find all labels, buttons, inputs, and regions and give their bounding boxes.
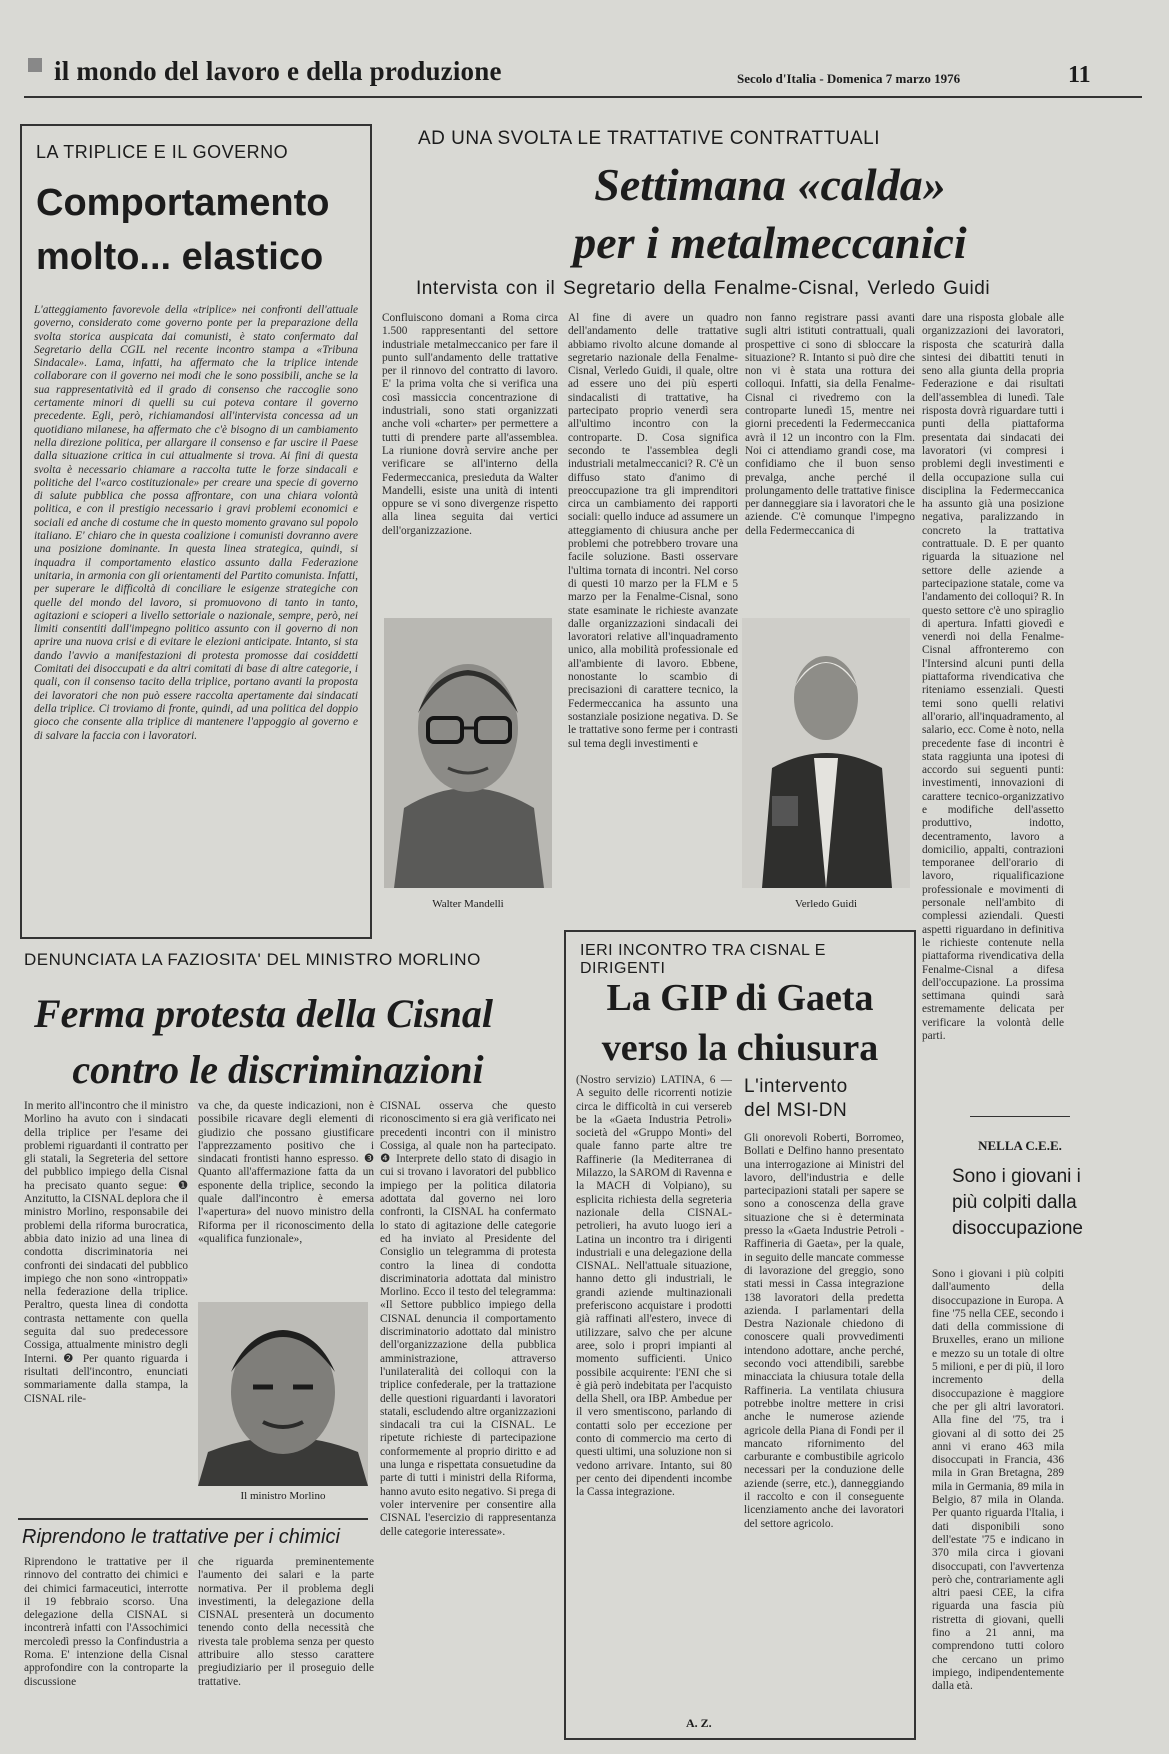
metal-subheadline: Intervista con il Segretario della Fenalme-Cisnal, Verledo Guidi xyxy=(416,278,991,299)
gaeta-headline-1: La GIP di Gaeta xyxy=(606,977,874,1019)
portrait-mandelli-illustration xyxy=(384,618,552,888)
gaeta-column-1: (Nostro servizio) LATINA, 6 — A seguito delle ricorrenti notizie circa le difficoltà in cui versereb be la «Gaeta Industria Petroli» società del «Gruppo Monti» del quale fanno parte altre tre Raffinerie (la Mediterranea di Milazzo, la SAROM di Ravenna e la MACH di Volpiano), su esplicita richiesta della segreteria nazionale della CISNAL-petrolieri, ha avuto luogo ieri a Latina un incontro tra i dirigenti industriali e una delegazione della CISNAL. Nell'attuale situazione, hanno detto gli industriali, le grandi aziende multinazionali preferiscono acquistare i prodotti già raffinati all'estero, invece di utilizzare, salvo che per alcune aree, solo i propri impianti al momento sufficienti. Unico possibile acquirente: l'ENI che si è già però indebitata per l'acquisto della Shell, ora IBP. Ambedue per il vero smentiscono, parlando di contatti solo per eccezione per conto di commercio ma certo di questi ultimi, una soluzione non si vedono arrivare. Intanto, sui 80 per cento dei dipendenti incombe la Cassa integrazione. xyxy=(576,1074,732,1499)
caption-verledo-guidi: Verledo Guidi xyxy=(794,898,857,910)
gaeta-column-2: Gli onorevoli Roberti, Borromeo, Bollati e Delfino hanno presentato una interrogazione ai Ministri del lavoro, dell'industria e delle partecipazioni statali per sapere se sono a conoscenza della grave situazione che si è determinata presso la «Gaeta Industrie Petroli - Raffineria di Gaeta», per la quale, in seguito delle mancate commesse di lavorazione del greggio, sono stati messi in Cassa integrazione 138 lavoratori della predetta azienda. I parlamentari della Destra Nazionale chiedono di conoscere quali provvedimenti intendono adottare, anche perché, secondo voci attendibili, sarebbe minacciata la chiusura totale della Raffineria. La ventilata chiusura potrebbe inoltre mettere in crisi anche le numerose aziende agricole della Piana di Fondi per il mancato rifornimento del carburante e combustibile agricolo necessari per la conduzione delle aziende (serre, etc.), danneggiando il raccolto e con il conseguente licenziamento anche dei lavoratori del settore agricolo. xyxy=(744,1132,904,1530)
header-rule xyxy=(24,96,1142,98)
morlino-kicker: DENUNCIATA LA FAZIOSITA' DEL MINISTRO MORLINO xyxy=(24,950,481,969)
section-title: il mondo del lavoro e della produzione xyxy=(54,56,502,86)
cee-body: Sono i giovani i più colpiti dall'aumento della disoccupazione in Europa. A fine '75 nella CEE, secondo i dati della commissione di Bruxelles, erano un milione e mezzo su un totale di oltre 5 milioni, e per di più, il loro incremento della disoccupazione è maggiore che per gli altri lavoratori. Alla fine del '75, tra i giovani al di sotto dei 25 anni vi erano 463 mila disoccupati in Francia, 436 mila in Gran Bretagna, 289 mila in Germania, 89 mila in Belgio, 87 mila in Olanda. Per quanto riguarda l'Italia, i dati disponibili sono dell'estate '75 e indicano in 370 mila circa i giovani disoccupati, con l'avvertenza però che, contrariamente agli altri paesi CEE, la cifra riguarda una fascia più ristretta di giovani, quelli fino a 21 anni, ma comprendono tutti coloro che cercano un primo impiego, indipendentemente dalla età. xyxy=(932,1268,1064,1693)
metal-headline-1: Settimana «calda» xyxy=(594,159,946,210)
page-number: 11 xyxy=(1068,62,1091,88)
article-gaeta xyxy=(564,930,916,1740)
cee-headline: Sono i giovani i più colpiti dalla disoccupazione xyxy=(952,1166,1083,1239)
chimici-column-1: Riprendono le trattative per il rinnovo del contratto dei chimici e dei chimici farmaceutici, interrotte il 19 febbraio scorso. Una delegazione della CISNAL si incontrerà infatti con l'Assochimici mercoledì presso la Confindustria a Roma. E' intenzione della Cisnal approfondire con la controparte la discussione xyxy=(24,1556,188,1688)
metal-column-2: Al fine di avere un quadro dell'andamento delle trattative abbiamo rivolto alcune domande al segretario nazionale della Fenalme-Cisnal, Verledo Guidi, il quale, oltre ad essere uno dei più esperti sindacalisti di trattative, ha partecipato proprio venerdì sera all'ultimo incontro con la controparte. D. Cosa significa secondo te l'assemblea degli industriali metalmeccanici? R. C'è un diffuso stato d'animo di preoccupazione tra gli imprenditori circa un cambiamento dei rapporti sociali: quello induce ad assumere un atteggiamento di chiusura anche per problemi che potrebbero trovare una facile soluzione. Basti osservare l'ultima tornata di incontri. Nel corso di questi 10 marzo per la FLM e 5 marzo per la Fenalme-Cisnal, sono state esaminate le richieste avanzate dalle organizzazioni sindacali dei lavoratori relative all'inquadramento unico, alla mobilità professionale ed all'ambiente di lavoro. Ebbene, nonostante lo scambio di precisazioni di carattere tecnico, la Federmeccanica ha assunto una sostanziale posizione negativa. D. Se le trattative sono ferme per i contrasti sul tema degli investimenti e xyxy=(568,312,738,750)
article-headline-2: molto... elastico xyxy=(36,236,324,278)
morlino-headline-2: contro le discriminazioni xyxy=(72,1047,484,1092)
article-headline-1: Comportamento xyxy=(36,182,330,224)
chimici-rule xyxy=(18,1518,368,1520)
metal-column-4: dare una risposta globale alle organizzazioni dei lavoratori, risposta che scaturirà dalla sintesi dei dibattiti tenuti in seno alla giunta della propria Federazione e dai risultati dell'assemblea di lunedì. Tale risposta dovrà riguardare tutti i punti della piattaforma presentata dai sindacati dei lavoratori (vi compresi i problemi degli investimenti e della occupazione sulla cui disciplina la Federmeccanica ha assunto già una posizione negativa, paralizzando in concreto la trattativa contrattuale. D. E per quanto riguarda la situazione nel settore delle aziende a partecipazione statale, come va l'andamento dei colloqui? R. In questo settore c'è uno spiraglio di apertura. Infatti giovedì e venerdì noi della Fenalme-Cisnal affronteremo con l'Intersind alcuni punti della piattaforma rivendicativa che riteniamo essenziali. Questi temi sono quelli relativi all'orario, all'inquadramento, al salario, ecc. Come è noto, nella precedente fase di incontri è stata raggiunta una ipotesi di accordo sui seguenti punti: investimenti, innovazioni di carattere tecnico-organizzativo e modifiche dell'assetto produttivo, indotto, decentramento, lavoro a domicilio, appalti, contrazioni temporanee dell'orario di lavoro, riqualificazione professionale e movimenti di personale nell'ambito di complessi aziendali. Questi aspetti riguardano in definitiva le richieste contenute nella piattaforma rivendicativa della Fenalme-Cisnal a difesa dell'occupazione. La prossima settimana quindi sarà estremamente delicata per verificare la volontà delle parti. xyxy=(922,312,1064,1043)
section-marker xyxy=(28,58,42,72)
gaeta-subkicker-2: del MSI-DN xyxy=(744,1100,848,1121)
cee-rule xyxy=(970,1116,1070,1117)
gaeta-signature: A. Z. xyxy=(686,1716,712,1730)
article-body: L'atteggiamento favorevole della «triplice» nei confronti dell'attuale governo, considerato come governo ponte per la preparazione della svolta storica auspicata dai comunisti, è stato confermato dal Segretario della CGIL nel recente incontro stampa a «Tribuna Sindacale». Lama, infatti, ha affermato che la triplice intende collaborare con il governo nei modi che le sono possibili, anche se la sua rappresentatività ed il grado di consenso che raccoglie sono certamente minori di quelli su cui poteva contare il governo precedente. Egli, però, richiamandosi all'intervista concessa ad un quotidiano milanese, ha affermato che c'è bisogno di un cambiamento nella direzione politica, per allargare il consenso e far uscire il Paese dalla situazione critica in cui attualmente si trova. Ai fini di questa svolta è necessario chiamare a raccolta tutte le forze sindacali e politiche del l'«arco costituzionale» per creare una specie di governo di salute pubblica che possa affrontare, con una chiara volontà politica, e con il prestigio necessario i gravi problemi economici e sociali ed anche di costume che in questo momento gravano sul popolo italiano. E' chiaro che in questa coalizione i comunisti dovranno avere una posizione dominante. In questa linea strategica, quindi, si inquadra il comportamento elastico assunto dalla Federazione unitaria, in armonia con gli orientamenti del Partito comunista. Infatti, per superare le difficoltà di conciliare le esigenze strategiche con quelle del mondo del lavoro, si promuovono di tanto in tanto, agitazioni e scioperi a livello settoriale o nazionale, sempre, però, nei limiti consentiti dall'impegno politico assunto con il governo di non aprire una nuova crisi e di evitare le elezioni anticipate. Intanto, si sta dando l'avvio a manifestazioni di protesta promosse dai cosiddetti Comitati dei disoccupati e da altri comitati di base di altre categorie, i quali, con il consenso tacito della triplice, portano avanti la proposta dei lavoratori che non può essere raccolta apertamente dai sindacati della triplice. Ci troviamo di fronte, quindi, ad una politica del doppio gioco che consente alla triplice di mantenere l'appoggio al governo e di salvare la faccia con i lavoratori. xyxy=(34,304,358,742)
morlino-column-3: CISNAL osserva che questo riconoscimento si era già verificato nei precedenti incontri con il ministro Cossiga, al quale non ha partecipato. ❹ Interprete dello stato di disagio in cui si trovano i lavoratori del pubblico impiego per la politica dilatoria adottata dal governo nei loro confronti, la CISNAL ha confermato lo stato di agitazione delle categorie ed ha inviato al Presidente del Consiglio un telegramma di protesta contro la linea di condotta discriminatoria adottata dal ministro Morlino. Ecco il testo del telegramma: «Il Settore pubblico impiego della CISNAL denuncia il comportamento discriminatorio adottato dal ministro dell'organizzazione della pubblica amministrazione, attraverso l'unilateralità dei colloqui con la triplice confederale, per la trattazione delle questioni riguardanti i lavoratori statali, escludendo altre organizzazioni sindacali tra cui la CISNAL. Le ripetute richieste di partecipazione conformemente al proprio diritto e ad una lunga e rispettata consuetudine da parte di tutti i ministri della Riforma, hanno avuto esito negativo. Si prega di voler intervenire per consentire alla CISNAL l'esercizio di rappresentanza delle categorie interessate». xyxy=(380,1100,556,1538)
cee-kicker: NELLA C.E.E. xyxy=(978,1138,1062,1153)
metal-kicker: AD UNA SVOLTA LE TRATTATIVE CONTRATTUALI xyxy=(418,128,881,149)
morlino-column-1: In merito all'incontro che il ministro Morlino ha avuto con i sindacati della triplice per l'esame dei problemi riguardanti il contratto per gli statali, la Segreteria del settore del pubblico impiego della Cisnal ha precisato quanto segue: ❶ Anzitutto, la CISNAL deplora che il ministro Morlino, responsabile dei problemi della riforma burocratica, abbia dato inizio ad una linea di condotta discriminatoria nei confronti dei sindacati del pubblico impiego che non sono «introppati» nella federazione della triplice. Peraltro, questa linea di condotta contrasta nettamente con quella seguita dal suo predecessore Cossiga, attualmente ministro degli Interni. ❷ Per quanto riguarda i risultati dell'incontro, enunciati sommariamente dalla stampa, la CISNAL rile- xyxy=(24,1100,188,1405)
portrait-morlino-illustration xyxy=(198,1302,368,1486)
gaeta-headline-2: verso la chiusura xyxy=(601,1027,879,1069)
article-kicker: LA TRIPLICE E IL GOVERNO xyxy=(36,142,289,162)
chimici-column-2: che riguarda preminentemente l'aumento dei salari e la parte normativa. Per il problema degli investimenti, la delegazione della CISNAL presenterà un documento tenendo conto della necessità che rivesta tale problema senza per questo attribuire allo stesso carattere pregiudiziario per il proseguio delle trattative. xyxy=(198,1556,374,1688)
photo-walter-mandelli xyxy=(384,618,552,888)
article-triplice xyxy=(20,124,372,939)
photo-verledo-guidi xyxy=(742,618,910,888)
morlino-headline-1: Ferma protesta della Cisnal xyxy=(34,991,493,1036)
photo-ministro-morlino xyxy=(198,1302,368,1486)
publication-date: Secolo d'Italia - Domenica 7 marzo 1976 xyxy=(737,71,961,86)
gaeta-kicker: IERI INCONTRO TRA CISNAL E DIRIGENTI xyxy=(580,942,826,977)
portrait-guidi-illustration xyxy=(742,618,910,888)
metal-column-3: non fanno registrare passi avanti sugli altri istituti contrattuali, quali prospettive ci sono di sbloccare la situazione? R. Intanto si può dire che non vi è stata una rottura dei colloqui. Infatti, sia della Fenalme-Cisnal ci rivedremo con la controparte lunedì 15, mentre nei giorni precedenti la Federmeccanica avrà il 12 un incontro con la Flm. Noi ci attendiamo grandi cose, ma confidiamo che il buon senso prevalga, anche perché il prolungamento delle trattative finisce per danneggiare sia i lavoratori che le aziende. C'è comunque l'impegno della Federmeccanica di xyxy=(745,312,915,537)
caption-ministro-morlino: Il ministro Morlino xyxy=(240,1490,326,1502)
metal-headline-2: per i metalmeccanici xyxy=(573,217,967,268)
chimici-headline: Riprendono le trattative per i chimici xyxy=(22,1526,340,1548)
morlino-column-2: va che, da queste indicazioni, non è possibile ricavare degli elementi di giudizio che possano giustificare l'apprezzamento positivo che i sindacati frontisti hanno espresso. ❸ Quanto all'affermazione fatta da un esponente della triplice, secondo la quale dall'incontro è emersa l'«apertura» del nuovo ministro della Riforma per il riconoscimento della «qualifica funzionale», xyxy=(198,1100,374,1245)
caption-walter-mandelli: Walter Mandelli xyxy=(432,898,504,910)
gaeta-subkicker-1: L'intervento xyxy=(744,1076,848,1097)
metal-column-1: Confluiscono domani a Roma circa 1.500 rappresentanti del settore industriale metalmeccanico per fare il punto sull'andamento delle trattative per il rinnovo del contratto di lavoro. E' la prima volta che si verifica una così massiccia concentrazione di industriali, sono stati organizzati anche voli «charter» per permettere a tutti di prendere parte all'assemblea. La riunione dovrà servire anche per verificare se all'interno della Federmeccanica, presieduta da Walter Mandelli, esiste una unità di intenti oppure se vi sono divergenze rispetto alla linea seguita dai vertici dell'organizzazione. xyxy=(382,312,558,537)
